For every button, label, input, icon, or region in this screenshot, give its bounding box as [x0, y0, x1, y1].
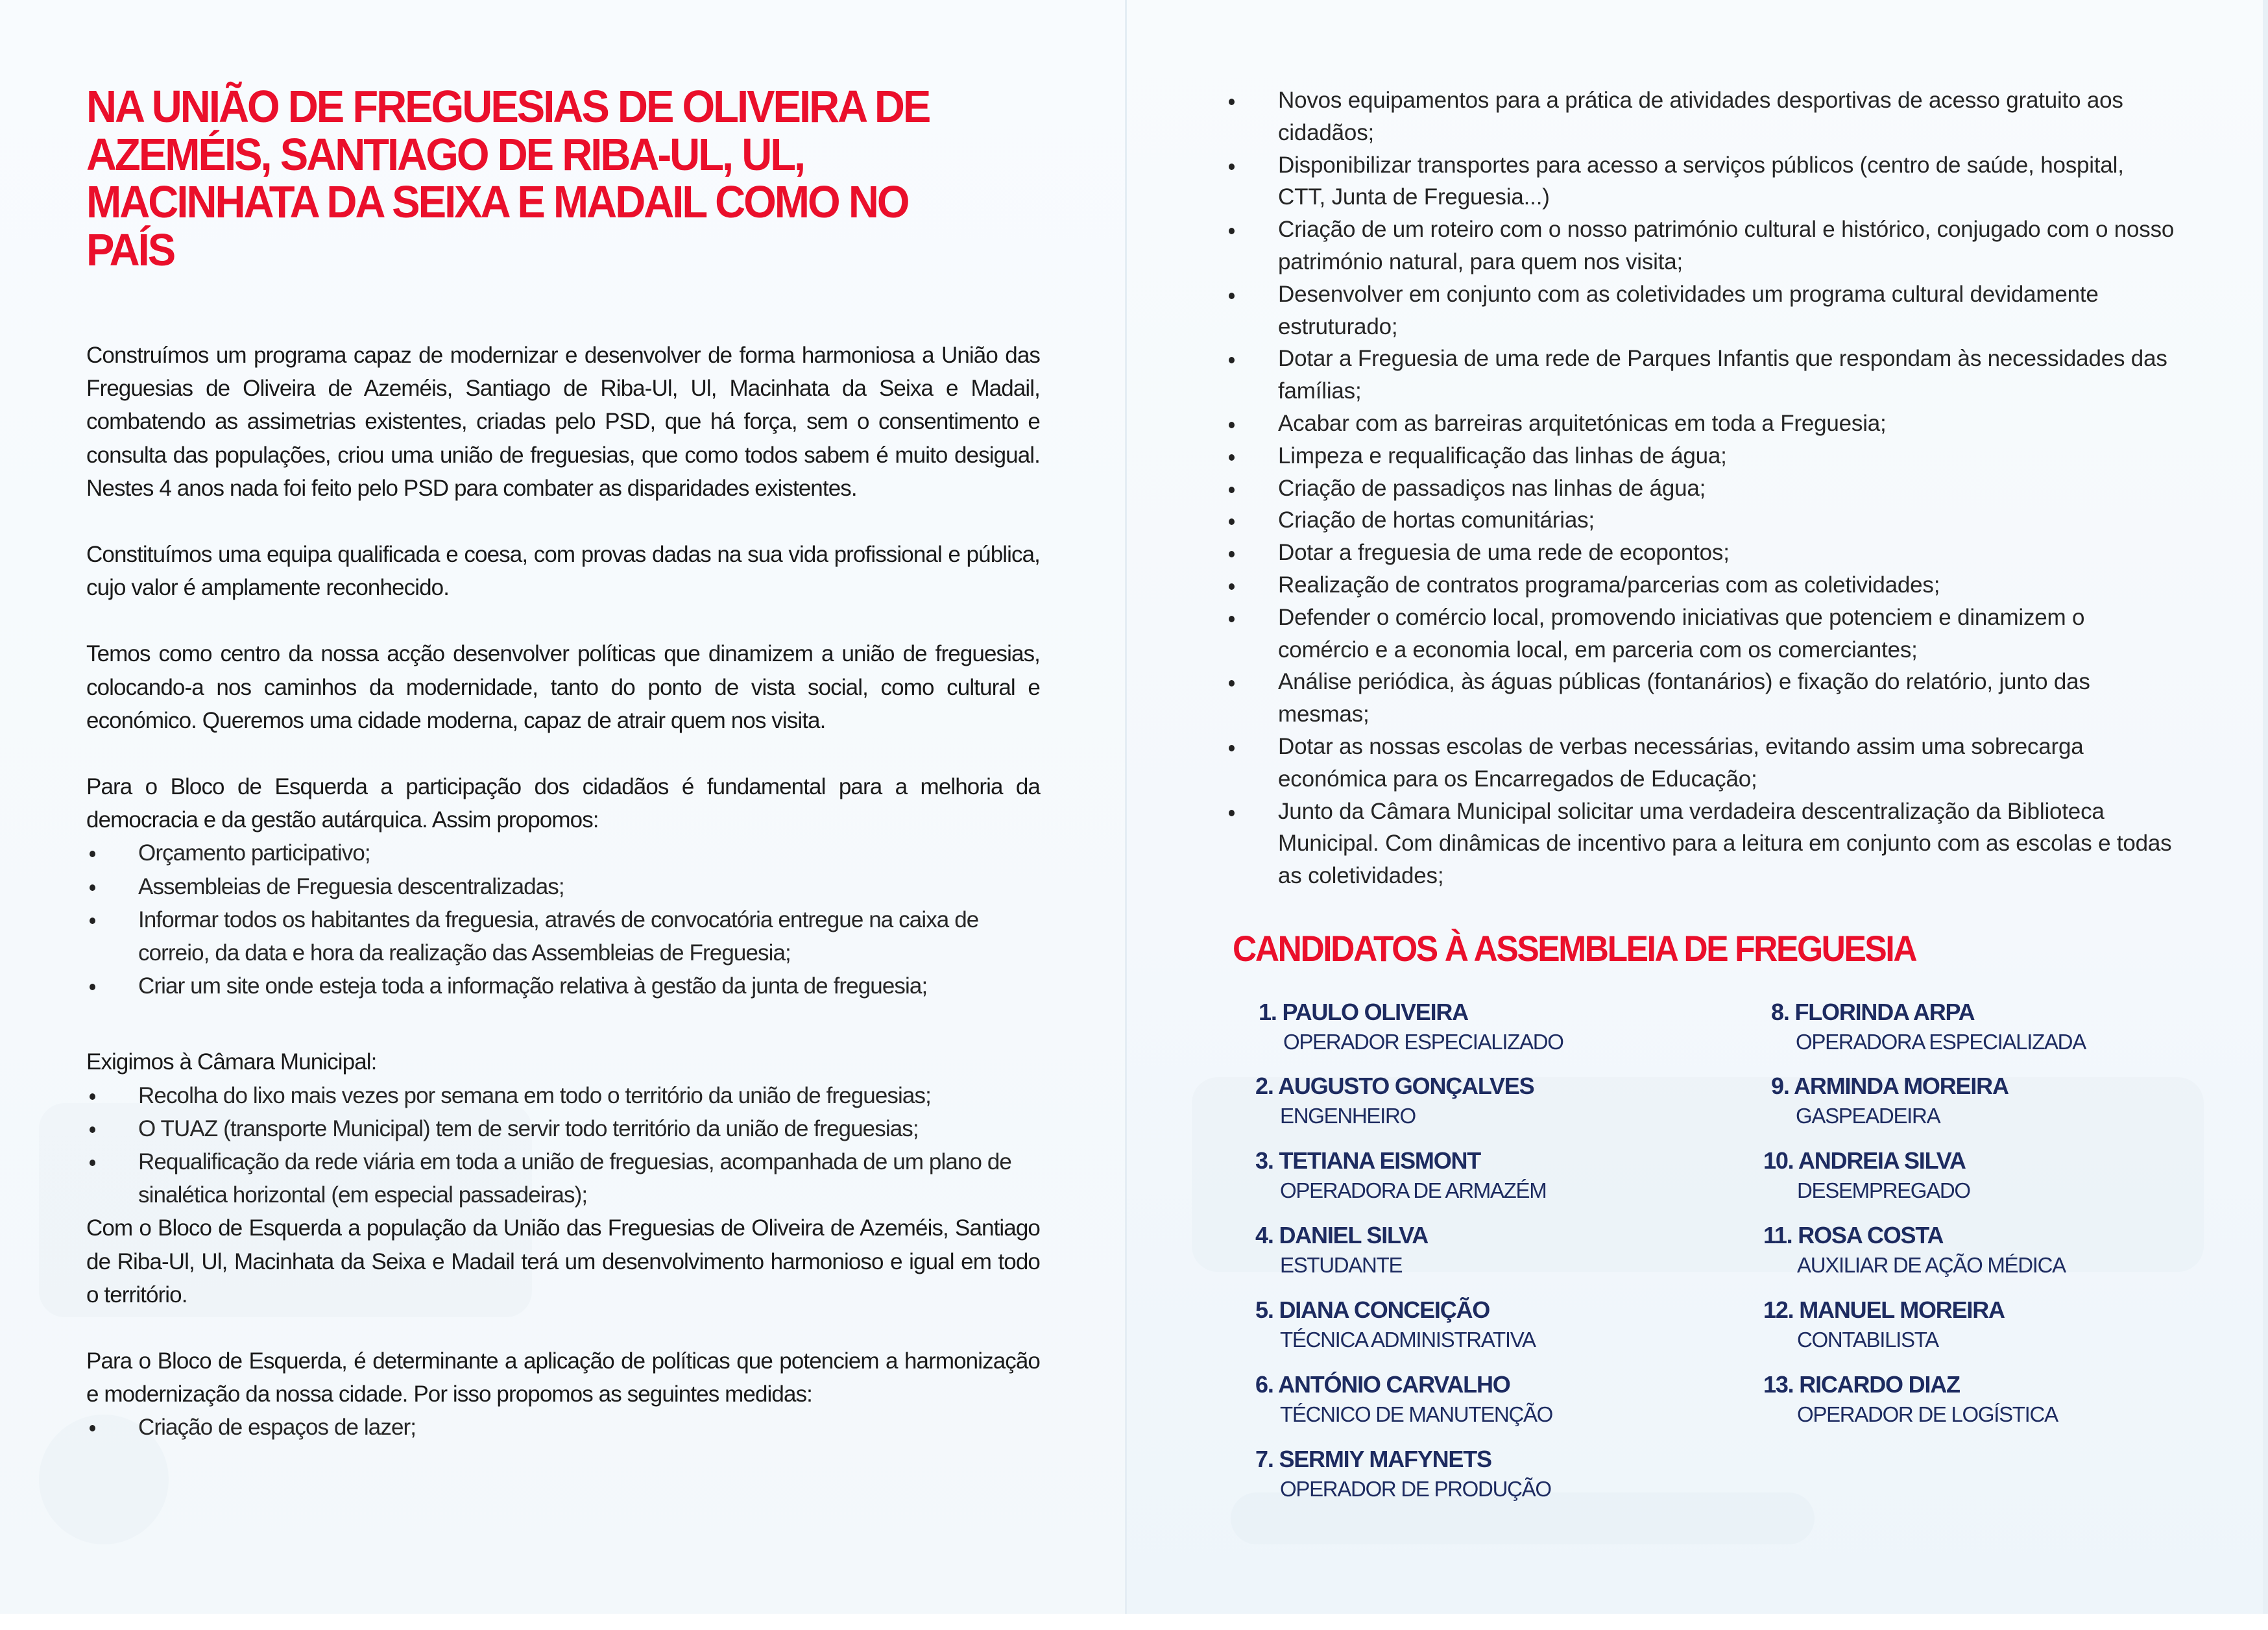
- candidate-name: ARMINDA MOREIRA: [1794, 1073, 2009, 1099]
- candidate-name-line: [1763, 1296, 2005, 1324]
- list-item: [1220, 343, 2177, 408]
- list-item: [86, 836, 1040, 870]
- list-item: [1220, 796, 2177, 892]
- candidate-job: CONTABILISTA: [1797, 1328, 1938, 1352]
- participation-paragraph: Para o Bloco de Esquerda a participação dos cidadãos é fundamental para a melhoria da democracia e da gestão autárquica. Assim propomos:: [86, 774, 1040, 833]
- candidate-number: 6.: [1255, 1371, 1273, 1398]
- bullet-icon: [90, 884, 95, 891]
- candidate-number: 3.: [1255, 1147, 1273, 1174]
- bullet-icon: [90, 1425, 95, 1431]
- candidate-entry: [1255, 1445, 1551, 1503]
- candidate-name: ANTÓNIO CARVALHO: [1278, 1371, 1510, 1398]
- list-item-text: Novos equipamentos para a prática de atividades desportivas de acesso gratuito aos cidadãos;: [1278, 88, 2123, 145]
- list-item: [1220, 440, 2177, 472]
- bullet-icon: [90, 1126, 95, 1133]
- list-item: [1220, 472, 2177, 505]
- measures-list-start: [86, 1411, 1040, 1444]
- list-item-text: Desenvolver em conjunto com as coletividades um programa cultural devidamente estruturado;: [1278, 281, 2099, 339]
- candidate-job: OPERADOR DE LOGÍSTICA: [1797, 1402, 2058, 1426]
- bullet-icon: [1229, 99, 1235, 105]
- conclusion-paragraph: Com o Bloco de Esquerda a população da União das Freguesias de Oliveira de Azeméis, Santiago de Riba-Ul, Ul, Macinhata da Seixa e Madail terá um desenvolvimento harmonioso e igual em todo o território.: [86, 1215, 1040, 1308]
- left-body-text: [86, 339, 1040, 1444]
- list-item-text: Assembleias de Freguesia descentralizadas;: [138, 873, 564, 899]
- list-item: [86, 1112, 1040, 1145]
- bullet-icon: [1229, 293, 1235, 299]
- candidate-name-line: [1255, 1370, 1552, 1399]
- list-item-text: O TUAZ (transporte Municipal) tem de servir todo território da união de freguesias;: [138, 1115, 919, 1141]
- right-body-text: [1220, 84, 2177, 892]
- candidate-entry: [1763, 1147, 1970, 1205]
- demands-intro: Exigimos à Câmara Municipal:: [86, 1049, 377, 1075]
- candidate-name-line: [1255, 1296, 1536, 1324]
- list-item: [1220, 408, 2177, 440]
- candidate-entry: [1255, 1072, 1534, 1130]
- bullet-icon: [90, 851, 95, 857]
- candidate-number: 7.: [1255, 1446, 1273, 1472]
- candidate-number: 9.: [1771, 1073, 1789, 1099]
- intro-paragraph: Construímos um programa capaz de modernizar e desenvolver de forma harmoniosa a União das Freguesias de Oliveira de Azeméis, Santiago de Riba-Ul, Ul, Macinhata da Seixa e Madail, combatendo as assimetrias existentes, criadas pelo PSD, que há força, sem o consentimento e consulta das populações, criou uma união de freguesias, que como todos sabem é muito desigual. Nestes 4 anos nada foi feito pelo PSD para combater as disparidades existentes.: [86, 343, 1040, 501]
- list-item: [1220, 602, 2177, 666]
- measures-intro: Para o Bloco de Esquerda, é determinante a aplicação de políticas que potenciem a harmonização e modernização da nossa cidade. Por isso propomos as seguintes medidas:: [86, 1348, 1040, 1407]
- candidate-entry: [1763, 1221, 2066, 1280]
- bullet-icon: [90, 1160, 95, 1166]
- candidate-name: DANIEL SILVA: [1279, 1222, 1429, 1248]
- candidate-name: ANDREIA SILVA: [1798, 1147, 1966, 1174]
- list-item-text: Criação de espaços de lazer;: [138, 1415, 416, 1441]
- list-item: [1220, 149, 2177, 214]
- bullet-icon: [1229, 810, 1235, 816]
- list-item: [86, 903, 1040, 969]
- measures-list-continued: [1220, 84, 2177, 892]
- main-heading: NA UNIÃO DE FREGUESIAS DE OLIVEIRA DE AZEMÉIS, SANTIAGO DE RIBA-UL, UL, MACINHATA DA SEIXA E MADAIL COMO NO PAÍS: [86, 81, 930, 275]
- team-paragraph: Constituímos uma equipa qualificada e coesa, com provas dadas na sua vida profissional e pública, cujo valor é amplamente reconhecido.: [86, 542, 1040, 601]
- candidate-job: TÉCNICO DE MANUTENÇÃO: [1280, 1402, 1553, 1426]
- list-item: [1220, 537, 2177, 569]
- list-item-text: Realização de contratos programa/parcerias com as coletividades;: [1278, 572, 1940, 598]
- candidate-name: DIANA CONCEIÇÃO: [1279, 1296, 1490, 1323]
- candidate-name: TETIANA EISMONT: [1279, 1147, 1481, 1174]
- candidate-number: 12.: [1763, 1296, 1794, 1323]
- bullet-icon: [90, 984, 95, 990]
- bullet-icon: [1229, 616, 1235, 622]
- list-item: [86, 969, 1040, 1003]
- candidate-number: 13.: [1763, 1371, 1794, 1398]
- candidate-entry: [1771, 1072, 2009, 1130]
- list-item-text: Disponibilizar transportes para acesso a serviços públicos (centro de saúde, hospital, CTT, Junta de Freguesia...): [1278, 152, 2124, 210]
- candidate-name: SERMIY MAFYNETS: [1279, 1446, 1491, 1472]
- list-item: [86, 1079, 1040, 1112]
- list-item-text: Dotar as nossas escolas de verbas necessárias, evitando assim uma sobrecarga económica para os Encarregados de Educação;: [1278, 733, 2084, 792]
- candidate-name: MANUEL MOREIRA: [1799, 1296, 2005, 1323]
- list-item-text: Criar um site onde esteja toda a informação relativa à gestão da junta de freguesia;: [138, 973, 928, 999]
- candidate-name: RICARDO DIAZ: [1799, 1371, 1960, 1398]
- bullet-icon: [1229, 164, 1235, 170]
- list-item-text: Requalificação da rede viária em toda a união de freguesias, acompanhada de um plano de sinalética horizontal (em especial passadeiras);: [138, 1149, 1011, 1208]
- bullet-icon: [1229, 487, 1235, 493]
- list-item: [1220, 213, 2177, 278]
- bullet-icon: [1229, 680, 1235, 687]
- list-item: [1220, 278, 2177, 343]
- candidate-entry: [1255, 1147, 1546, 1205]
- bullet-icon: [1229, 551, 1235, 557]
- candidate-number: 4.: [1255, 1222, 1273, 1248]
- candidate-job: AUXILIAR DE AÇÃO MÉDICA: [1797, 1253, 2066, 1277]
- list-item: [86, 1411, 1040, 1444]
- candidate-job: ESTUDANTE: [1280, 1253, 1403, 1277]
- list-item-text: Dotar a freguesia de uma rede de ecopontos;: [1278, 540, 1730, 566]
- bullet-icon: [1229, 454, 1235, 461]
- proposals-list: [86, 836, 1040, 1003]
- candidate-number: 8.: [1771, 999, 1789, 1025]
- candidate-name-line: [1771, 1072, 2009, 1101]
- bullet-icon: [1229, 357, 1235, 363]
- bullet-icon: [90, 1093, 95, 1100]
- candidate-entry: [1259, 998, 1563, 1056]
- candidate-number: 5.: [1255, 1296, 1273, 1323]
- candidate-entry: [1255, 1370, 1552, 1429]
- candidate-entry: [1763, 1296, 2005, 1354]
- list-item-text: Junto da Câmara Municipal solicitar uma verdadeira descentralização da Biblioteca Municipal. Com dinâmicas de incentivo para a leitura em conjunto com as escolas e todas as coletividades;: [1278, 798, 2172, 889]
- candidate-job: OPERADORA DE ARMAZÉM: [1280, 1178, 1547, 1202]
- candidate-entry: [1255, 1296, 1536, 1354]
- candidate-name: AUGUSTO GONÇALVES: [1278, 1073, 1534, 1099]
- bullet-icon: [1229, 422, 1235, 428]
- candidate-name: PAULO OLIVEIRA: [1282, 999, 1468, 1025]
- candidate-name-line: [1771, 998, 2086, 1027]
- bullet-icon: [1229, 583, 1235, 590]
- list-item-text: Limpeza e requalificação das linhas de água;: [1278, 443, 1727, 468]
- candidate-job: OPERADORA ESPECIALIZADA: [1796, 1030, 2086, 1054]
- list-item-text: Orçamento participativo;: [138, 840, 370, 866]
- candidate-entry: [1255, 1221, 1428, 1280]
- list-item-text: Criação de hortas comunitárias;: [1278, 507, 1595, 533]
- list-item-text: Dotar a Freguesia de uma rede de Parques Infantis que respondam às necessidades das famílias;: [1278, 346, 2167, 404]
- candidate-name-line: [1763, 1221, 2066, 1250]
- demands-list: [86, 1079, 1040, 1212]
- candidate-job: OPERADOR DE PRODUÇÃO: [1280, 1477, 1551, 1501]
- candidate-number: 10.: [1763, 1147, 1794, 1174]
- list-item: [1220, 504, 2177, 537]
- candidate-name-line: [1255, 1221, 1428, 1250]
- left-page: [0, 0, 1126, 1614]
- list-item: [86, 1145, 1040, 1211]
- list-item-text: Análise periódica, às águas públicas (fontanários) e fixação do relatório, junto das mesmas;: [1278, 669, 2090, 727]
- list-item: [86, 870, 1040, 903]
- candidate-job: DESEMPREGADO: [1797, 1178, 1970, 1202]
- candidate-number: 11.: [1763, 1222, 1792, 1248]
- paper-edge: [2263, 0, 2268, 1614]
- candidate-entry: [1763, 1370, 2058, 1429]
- list-item-text: Recolha do lixo mais vezes por semana em todo o território da união de freguesias;: [138, 1082, 931, 1108]
- candidate-name-line: [1255, 1445, 1551, 1474]
- list-item-text: Acabar com as barreiras arquitetónicas em toda a Freguesia;: [1278, 410, 1887, 436]
- candidate-job: TÉCNICA ADMINISTRATIVA: [1280, 1328, 1536, 1352]
- list-item-text: Informar todos os habitantes da freguesia, através de convocatória entregue na caixa de correio, da data e hora da realização das Assembleias de Freguesia;: [138, 906, 979, 966]
- candidate-number: 2.: [1255, 1073, 1273, 1099]
- candidate-job: ENGENHEIRO: [1280, 1104, 1416, 1128]
- bullet-icon: [1229, 228, 1235, 234]
- list-item: [1220, 731, 2177, 796]
- list-item: [1220, 84, 2177, 149]
- list-item: [1220, 666, 2177, 731]
- candidate-number: 1.: [1259, 999, 1277, 1025]
- list-item: [1220, 569, 2177, 602]
- list-item-text: Criação de passadiços nas linhas de água;: [1278, 475, 1706, 501]
- candidate-name-line: [1259, 998, 1563, 1027]
- candidate-name-line: [1763, 1147, 1970, 1175]
- bullet-icon: [90, 918, 95, 924]
- bullet-icon: [1229, 518, 1235, 525]
- candidate-name-line: [1255, 1072, 1534, 1101]
- candidate-job: GASPEADEIRA: [1796, 1104, 1940, 1128]
- candidate-name: ROSA COSTA: [1798, 1222, 1944, 1248]
- candidate-name-line: [1255, 1147, 1546, 1175]
- candidate-job: OPERADOR ESPECIALIZADO: [1283, 1030, 1563, 1054]
- candidate-entry: [1771, 998, 2086, 1056]
- bullet-icon: [1229, 745, 1235, 751]
- list-item-text: Defender o comércio local, promovendo iniciativas que potenciem e dinamizem o comércio e a economia local, em parceria com os comerciantes;: [1278, 604, 2085, 663]
- candidate-name: FLORINDA ARPA: [1794, 999, 1975, 1025]
- candidates-heading: CANDIDATOS À ASSEMBLEIA DE FREGUESIA: [1233, 928, 1916, 969]
- focus-paragraph: Temos como centro da nossa acção desenvolver políticas que dinamizem a união de freguesias, colocando-a nos caminhos da modernidade, tanto do ponto de vista social, como cultural e económico. Queremos uma cidade moderna, capaz de atrair quem nos visita.: [86, 641, 1040, 733]
- candidate-name-line: [1763, 1370, 2058, 1399]
- list-item-text: Criação de um roteiro com o nosso património cultural e histórico, conjugado com o nosso património natural, para quem nos visita;: [1278, 217, 2175, 274]
